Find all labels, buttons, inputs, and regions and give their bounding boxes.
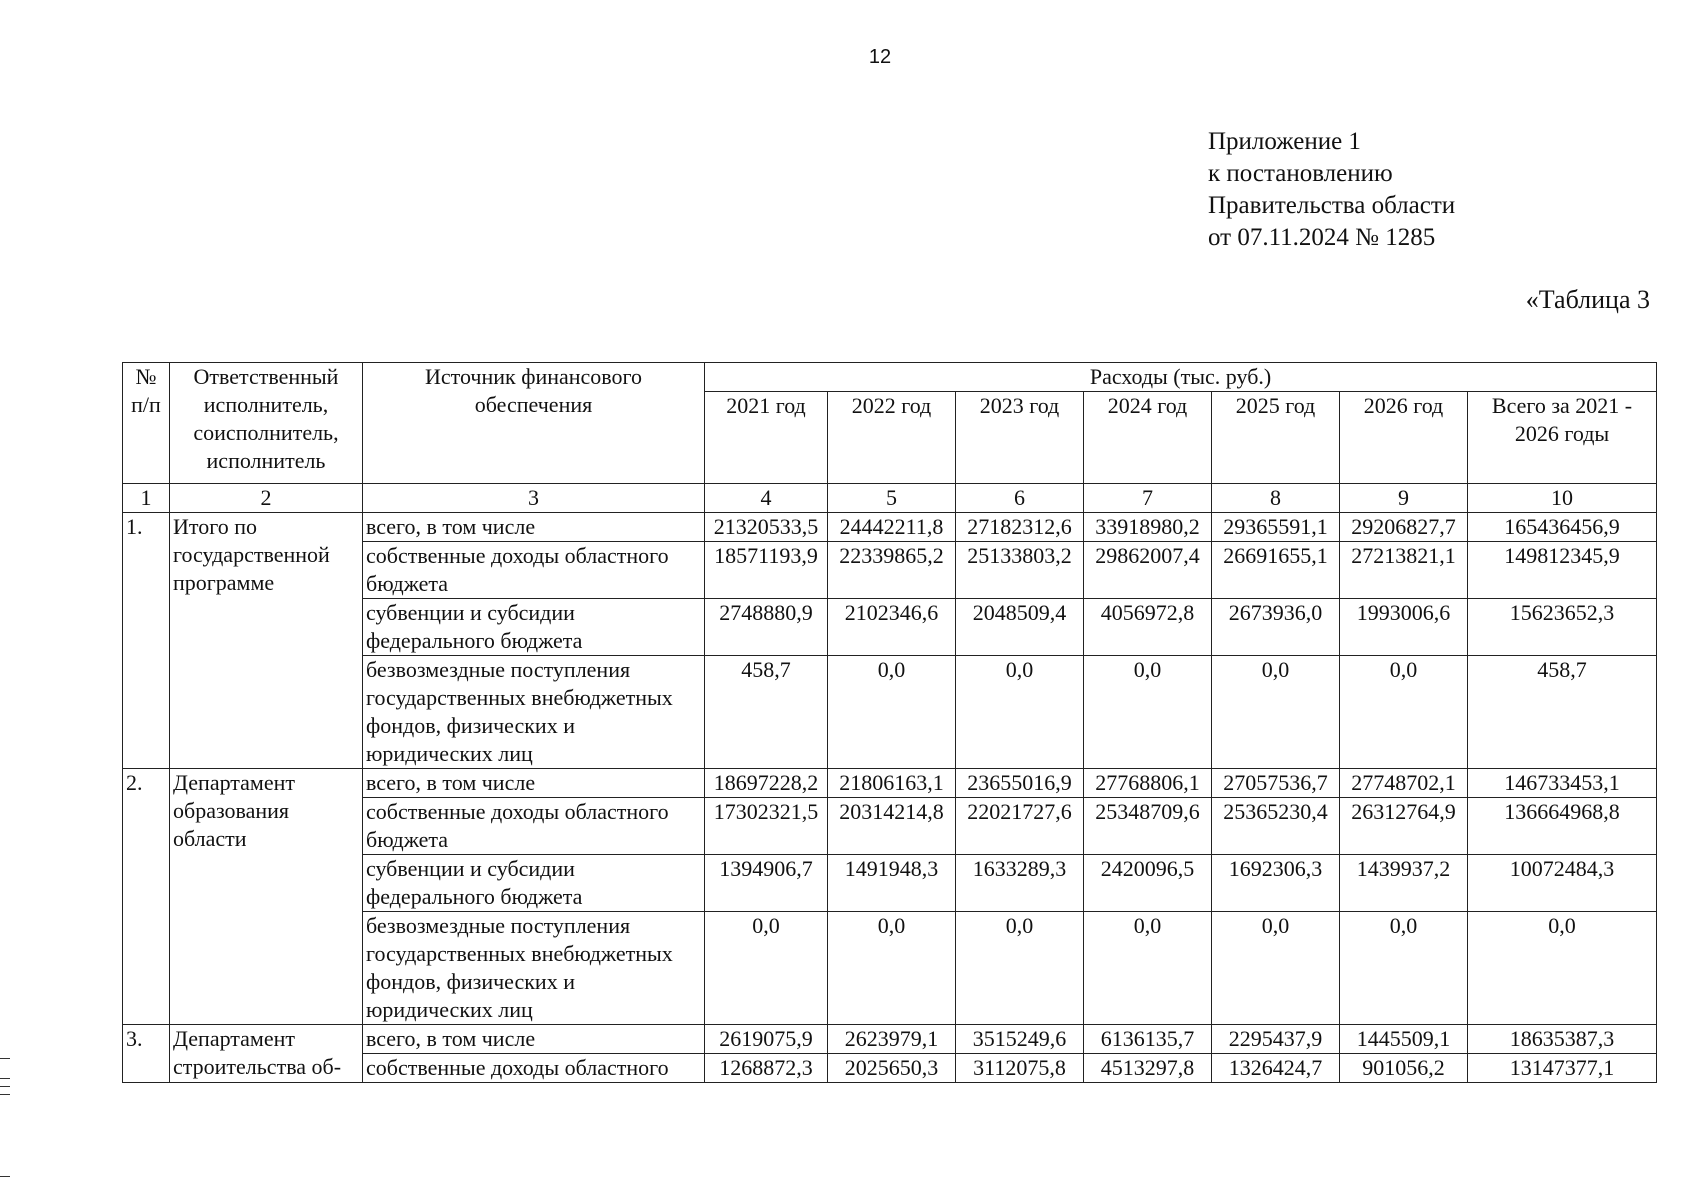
row-number: 1.: [123, 513, 170, 769]
value-cell: 458,7: [705, 656, 828, 769]
source-cell: субвенции и субсидии федерального бюджета: [363, 855, 705, 912]
executor-cell: Департамент образования области: [170, 769, 363, 1025]
header-year: 2022 год: [828, 392, 956, 484]
value-cell: 24442211,8: [828, 513, 956, 542]
appendix-line-3: Правительства области: [1208, 192, 1456, 219]
value-cell: 21806163,1: [828, 769, 956, 798]
col-number: 6: [956, 484, 1084, 513]
value-cell: 4056972,8: [1084, 599, 1212, 656]
value-cell: 2295437,9: [1212, 1025, 1340, 1054]
value-cell: 1491948,3: [828, 855, 956, 912]
value-cell: 18571193,9: [705, 542, 828, 599]
value-cell: 2673936,0: [1212, 599, 1340, 656]
total-cell: 15623652,3: [1468, 599, 1657, 656]
value-cell: 0,0: [1212, 912, 1340, 1025]
value-cell: 2025650,3: [828, 1054, 956, 1083]
value-cell: 17302321,5: [705, 798, 828, 855]
value-cell: 1268872,3: [705, 1054, 828, 1083]
value-cell: 26312764,9: [1340, 798, 1468, 855]
value-cell: 2623979,1: [828, 1025, 956, 1054]
margin-mark: [0, 1094, 10, 1095]
total-cell: 13147377,1: [1468, 1054, 1657, 1083]
source-cell: собственные доходы областного бюджета: [363, 798, 705, 855]
source-cell: безвозмездные поступления государственных внебюджетных фондов, физических и юридических лиц: [363, 656, 705, 769]
col-number: 9: [1340, 484, 1468, 513]
value-cell: 0,0: [828, 656, 956, 769]
value-cell: 0,0: [1340, 912, 1468, 1025]
value-cell: 0,0: [956, 912, 1084, 1025]
value-cell: 0,0: [828, 912, 956, 1025]
appendix-line-4: от 07.11.2024 № 1285: [1208, 224, 1436, 251]
row-number: 2.: [123, 769, 170, 1025]
total-cell: 18635387,3: [1468, 1025, 1657, 1054]
appendix-line-2: к постановлению: [1208, 160, 1393, 187]
total-cell: 136664968,8: [1468, 798, 1657, 855]
value-cell: 27213821,1: [1340, 542, 1468, 599]
source-cell: всего, в том числе: [363, 513, 705, 542]
value-cell: 22339865,2: [828, 542, 956, 599]
page-number: 12: [868, 46, 892, 68]
col-number: 10: [1468, 484, 1657, 513]
header-year: 2023 год: [956, 392, 1084, 484]
value-cell: 23655016,9: [956, 769, 1084, 798]
value-cell: 1692306,3: [1212, 855, 1340, 912]
value-cell: 29862007,4: [1084, 542, 1212, 599]
col-number: 5: [828, 484, 956, 513]
value-cell: 27748702,1: [1340, 769, 1468, 798]
header-source: Источник финансового обеспечения: [363, 363, 705, 484]
value-cell: 18697228,2: [705, 769, 828, 798]
value-cell: 33918980,2: [1084, 513, 1212, 542]
header-executor: Ответственный исполнитель, соисполнитель, исполнитель: [170, 363, 363, 484]
value-cell: 20314214,8: [828, 798, 956, 855]
header-year: 2026 год: [1340, 392, 1468, 484]
value-cell: 3112075,8: [956, 1054, 1084, 1083]
col-number: 8: [1212, 484, 1340, 513]
total-cell: 146733453,1: [1468, 769, 1657, 798]
value-cell: 3515249,6: [956, 1025, 1084, 1054]
col-number: 4: [705, 484, 828, 513]
value-cell: 21320533,5: [705, 513, 828, 542]
value-cell: 0,0: [705, 912, 828, 1025]
col-number: 1: [123, 484, 170, 513]
value-cell: 2102346,6: [828, 599, 956, 656]
table-row: [123, 1025, 1657, 1054]
table-body: [123, 513, 1657, 1083]
source-cell: собственные доходы областного бюджета: [363, 542, 705, 599]
value-cell: 1633289,3: [956, 855, 1084, 912]
value-cell: 1445509,1: [1340, 1025, 1468, 1054]
appendix-block: [1208, 126, 1455, 254]
value-cell: 27182312,6: [956, 513, 1084, 542]
col-number: 7: [1084, 484, 1212, 513]
value-cell: 27768806,1: [1084, 769, 1212, 798]
value-cell: 1993006,6: [1340, 599, 1468, 656]
header-year: 2021 год: [705, 392, 828, 484]
total-cell: 458,7: [1468, 656, 1657, 769]
table-row: [123, 769, 1657, 798]
margin-mark: [0, 1058, 10, 1059]
value-cell: 26691655,1: [1212, 542, 1340, 599]
budget-table: [122, 362, 1657, 1083]
total-cell: 0,0: [1468, 912, 1657, 1025]
margin-mark: [0, 1086, 10, 1087]
value-cell: 0,0: [956, 656, 1084, 769]
header-year: 2025 год: [1212, 392, 1340, 484]
value-cell: 2619075,9: [705, 1025, 828, 1054]
value-cell: 27057536,7: [1212, 769, 1340, 798]
value-cell: 0,0: [1212, 656, 1340, 769]
total-cell: 149812345,9: [1468, 542, 1657, 599]
value-cell: 0,0: [1340, 656, 1468, 769]
source-cell: собственные доходы областного: [363, 1054, 705, 1083]
value-cell: 2048509,4: [956, 599, 1084, 656]
value-cell: 0,0: [1084, 656, 1212, 769]
header-total: Всего за 2021 - 2026 годы: [1468, 392, 1657, 484]
total-cell: 165436456,9: [1468, 513, 1657, 542]
value-cell: 22021727,6: [956, 798, 1084, 855]
value-cell: 2748880,9: [705, 599, 828, 656]
value-cell: 4513297,8: [1084, 1054, 1212, 1083]
value-cell: 29206827,7: [1340, 513, 1468, 542]
table-label: «Таблица 3: [1525, 285, 1650, 314]
source-cell: всего, в том числе: [363, 1025, 705, 1054]
executor-cell: Департамент строительства об-: [170, 1025, 363, 1083]
value-cell: 1326424,7: [1212, 1054, 1340, 1083]
margin-mark: [0, 1078, 10, 1079]
margin-mark: [0, 1176, 10, 1177]
executor-cell: Итого по государственной программе: [170, 513, 363, 769]
value-cell: 0,0: [1084, 912, 1212, 1025]
source-cell: всего, в том числе: [363, 769, 705, 798]
row-number: 3.: [123, 1025, 170, 1083]
appendix-line-1: Приложение 1: [1208, 128, 1361, 155]
table-row: [123, 513, 1657, 542]
value-cell: 29365591,1: [1212, 513, 1340, 542]
header-year: 2024 год: [1084, 392, 1212, 484]
col-number: 2: [170, 484, 363, 513]
source-cell: субвенции и субсидии федерального бюджета: [363, 599, 705, 656]
value-cell: 25348709,6: [1084, 798, 1212, 855]
value-cell: 6136135,7: [1084, 1025, 1212, 1054]
value-cell: 901056,2: [1340, 1054, 1468, 1083]
value-cell: 25365230,4: [1212, 798, 1340, 855]
total-cell: 10072484,3: [1468, 855, 1657, 912]
value-cell: 25133803,2: [956, 542, 1084, 599]
col-number: 3: [363, 484, 705, 513]
value-cell: 1394906,7: [705, 855, 828, 912]
source-cell: безвозмездные поступления государственных внебюджетных фондов, физических и юридических лиц: [363, 912, 705, 1025]
header-expenses: Расходы (тыс. руб.): [705, 363, 1657, 392]
value-cell: 2420096,5: [1084, 855, 1212, 912]
value-cell: 1439937,2: [1340, 855, 1468, 912]
header-num: № п/п: [123, 363, 170, 484]
